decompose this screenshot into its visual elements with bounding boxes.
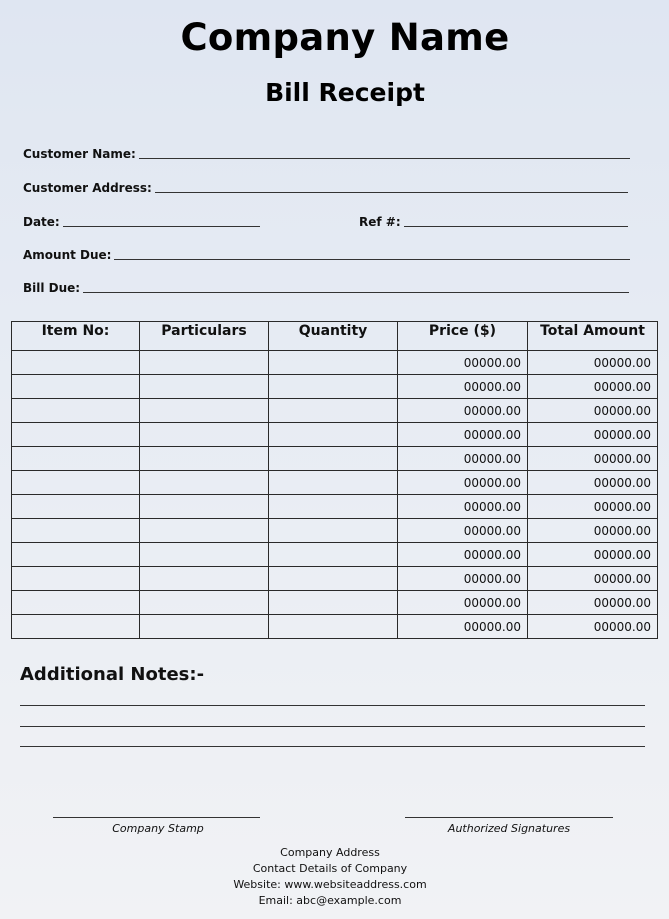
item-no-cell[interactable]	[12, 399, 140, 423]
total-amount-cell[interactable]: 00000.00	[528, 447, 658, 471]
quantity-cell[interactable]	[269, 495, 398, 519]
item-no-cell[interactable]	[12, 591, 140, 615]
company-stamp-line[interactable]	[53, 817, 260, 818]
price-cell[interactable]: 00000.00	[398, 351, 528, 375]
table-row	[12, 615, 658, 639]
footer-company-address: Company Address	[280, 846, 380, 859]
quantity-cell[interactable]	[269, 351, 398, 375]
item-no-cell[interactable]	[12, 519, 140, 543]
total-amount-cell[interactable]: 00000.00	[528, 375, 658, 399]
notes-line-3[interactable]	[20, 746, 645, 747]
quantity-cell[interactable]	[269, 519, 398, 543]
amount-due-label: Amount Due:	[23, 248, 112, 262]
quantity-cell[interactable]	[269, 399, 398, 423]
particulars-cell[interactable]	[140, 495, 269, 519]
bill-due-blank[interactable]	[83, 292, 629, 293]
item-no-cell[interactable]	[12, 447, 140, 471]
total-amount-cell[interactable]: 00000.00	[528, 495, 658, 519]
footer-email: Email: abc@example.com	[258, 894, 402, 907]
table-row	[12, 471, 658, 495]
date-blank[interactable]	[63, 226, 260, 227]
table-row	[12, 495, 658, 519]
price-cell[interactable]: 00000.00	[398, 375, 528, 399]
particulars-cell[interactable]	[140, 447, 269, 471]
particulars-cell[interactable]	[140, 567, 269, 591]
item-no-cell[interactable]	[12, 615, 140, 639]
ref-blank[interactable]	[404, 226, 628, 227]
column-header-price: Price ($)	[398, 322, 528, 351]
customer-address-field[interactable]	[23, 177, 628, 195]
bill-due-label: Bill Due:	[23, 281, 81, 295]
particulars-cell[interactable]	[140, 543, 269, 567]
total-amount-cell[interactable]: 00000.00	[528, 471, 658, 495]
particulars-cell[interactable]	[140, 519, 269, 543]
items-table	[11, 321, 658, 639]
item-no-cell[interactable]	[12, 567, 140, 591]
price-cell[interactable]: 00000.00	[398, 591, 528, 615]
date-field[interactable]	[23, 211, 260, 229]
items-table-body	[12, 351, 658, 639]
item-no-cell[interactable]	[12, 543, 140, 567]
table-row	[12, 519, 658, 543]
table-header-row	[12, 322, 658, 351]
column-header-total-amount: Total Amount	[528, 322, 658, 351]
item-no-cell[interactable]	[12, 423, 140, 447]
total-amount-cell[interactable]: 00000.00	[528, 351, 658, 375]
particulars-cell[interactable]	[140, 351, 269, 375]
customer-address-blank[interactable]	[155, 192, 628, 193]
bill-due-field[interactable]	[23, 277, 629, 295]
price-cell[interactable]: 00000.00	[398, 615, 528, 639]
quantity-cell[interactable]	[269, 615, 398, 639]
total-amount-cell[interactable]: 00000.00	[528, 591, 658, 615]
quantity-cell[interactable]	[269, 567, 398, 591]
company-name: Company Name	[180, 16, 510, 59]
column-header-item-no: Item No:	[12, 322, 140, 351]
particulars-cell[interactable]	[140, 399, 269, 423]
amount-due-field[interactable]	[23, 244, 630, 262]
price-cell[interactable]: 00000.00	[398, 567, 528, 591]
total-amount-cell[interactable]: 00000.00	[528, 519, 658, 543]
price-cell[interactable]: 00000.00	[398, 495, 528, 519]
total-amount-cell[interactable]: 00000.00	[528, 423, 658, 447]
date-label: Date:	[23, 215, 60, 229]
table-row	[12, 591, 658, 615]
total-amount-cell[interactable]: 00000.00	[528, 615, 658, 639]
particulars-cell[interactable]	[140, 591, 269, 615]
additional-notes-title: Additional Notes:-	[20, 664, 205, 685]
quantity-cell[interactable]	[269, 591, 398, 615]
table-row	[12, 375, 658, 399]
quantity-cell[interactable]	[269, 375, 398, 399]
customer-name-blank[interactable]	[139, 158, 630, 159]
ref-field[interactable]	[359, 211, 628, 229]
particulars-cell[interactable]	[140, 615, 269, 639]
item-no-cell[interactable]	[12, 495, 140, 519]
item-no-cell[interactable]	[12, 471, 140, 495]
customer-address-label: Customer Address:	[23, 181, 152, 195]
price-cell[interactable]: 00000.00	[398, 543, 528, 567]
quantity-cell[interactable]	[269, 447, 398, 471]
document-title: Bill Receipt	[265, 78, 425, 107]
footer-website: Website: www.websiteaddress.com	[233, 878, 427, 891]
item-no-cell[interactable]	[12, 351, 140, 375]
table-row	[12, 423, 658, 447]
price-cell[interactable]: 00000.00	[398, 399, 528, 423]
particulars-cell[interactable]	[140, 423, 269, 447]
table-row	[12, 567, 658, 591]
quantity-cell[interactable]	[269, 471, 398, 495]
table-row	[12, 543, 658, 567]
quantity-cell[interactable]	[269, 423, 398, 447]
notes-line-1[interactable]	[20, 705, 645, 706]
table-row	[12, 447, 658, 471]
column-header-quantity: Quantity	[269, 322, 398, 351]
price-cell[interactable]: 00000.00	[398, 519, 528, 543]
amount-due-blank[interactable]	[114, 259, 630, 260]
table-row	[12, 399, 658, 423]
customer-name-label: Customer Name:	[23, 147, 136, 161]
particulars-cell[interactable]	[140, 471, 269, 495]
particulars-cell[interactable]	[140, 375, 269, 399]
ref-label: Ref #:	[359, 215, 401, 229]
company-stamp-label: Company Stamp	[112, 822, 204, 835]
price-cell[interactable]: 00000.00	[398, 471, 528, 495]
customer-name-field[interactable]	[23, 143, 630, 161]
total-amount-cell[interactable]: 00000.00	[528, 399, 658, 423]
quantity-cell[interactable]	[269, 543, 398, 567]
footer-contact-details: Contact Details of Company	[252, 862, 408, 875]
authorized-signature-line[interactable]	[405, 817, 613, 818]
table-row	[12, 351, 658, 375]
price-cell[interactable]: 00000.00	[398, 423, 528, 447]
item-no-cell[interactable]	[12, 375, 140, 399]
price-cell[interactable]: 00000.00	[398, 447, 528, 471]
authorized-signature-label: Authorized Signatures	[447, 822, 571, 835]
column-header-particulars: Particulars	[140, 322, 269, 351]
total-amount-cell[interactable]: 00000.00	[528, 567, 658, 591]
total-amount-cell[interactable]: 00000.00	[528, 543, 658, 567]
notes-line-2[interactable]	[20, 726, 645, 727]
